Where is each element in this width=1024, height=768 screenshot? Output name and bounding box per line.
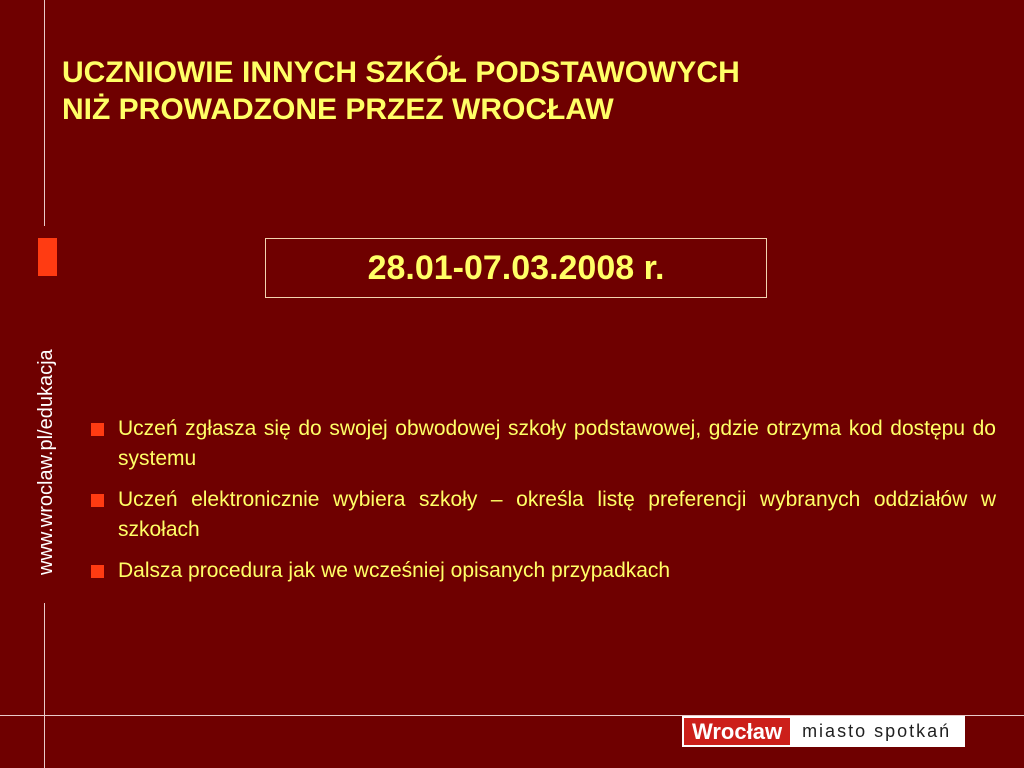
square-bullet-icon xyxy=(91,565,104,578)
accent-block xyxy=(38,238,57,276)
bullet-item xyxy=(88,485,996,545)
square-bullet-icon xyxy=(91,494,104,507)
left-vertical-rule-bottom xyxy=(44,603,45,768)
left-vertical-rule-top xyxy=(44,0,45,226)
bullet-item xyxy=(88,556,996,586)
bullet-item xyxy=(88,414,996,474)
square-bullet-icon xyxy=(91,423,104,436)
bullet-text: Uczeń elektronicznie wybiera szkoły – określa listę preferencji wybranych oddziałów w szkołach xyxy=(118,488,996,541)
bullet-text: Uczeń zgłasza się do swojej obwodowej szkoły podstawowej, gdzie otrzyma kod dostępu do systemu xyxy=(118,417,996,470)
slide-title xyxy=(62,54,982,128)
date-box: 28.01-07.03.2008 r. xyxy=(265,238,767,298)
bullet-text: Dalsza procedura jak we wcześniej opisanych przypadkach xyxy=(118,559,671,582)
title-line-1: UCZNIOWIE INNYCH SZKÓŁ PODSTAWOWYCH xyxy=(62,56,740,89)
title-line-2: NIŻ PROWADZONE PRZEZ WROCŁAW xyxy=(62,93,614,126)
side-url: www.wroclaw.pl/edukacja xyxy=(35,349,57,575)
bullet-list xyxy=(88,414,996,597)
logo-wroclaw-text: Wrocław xyxy=(684,718,790,745)
wroclaw-logo xyxy=(682,716,965,747)
logo-tagline-text: miasto spotkań xyxy=(790,718,963,745)
